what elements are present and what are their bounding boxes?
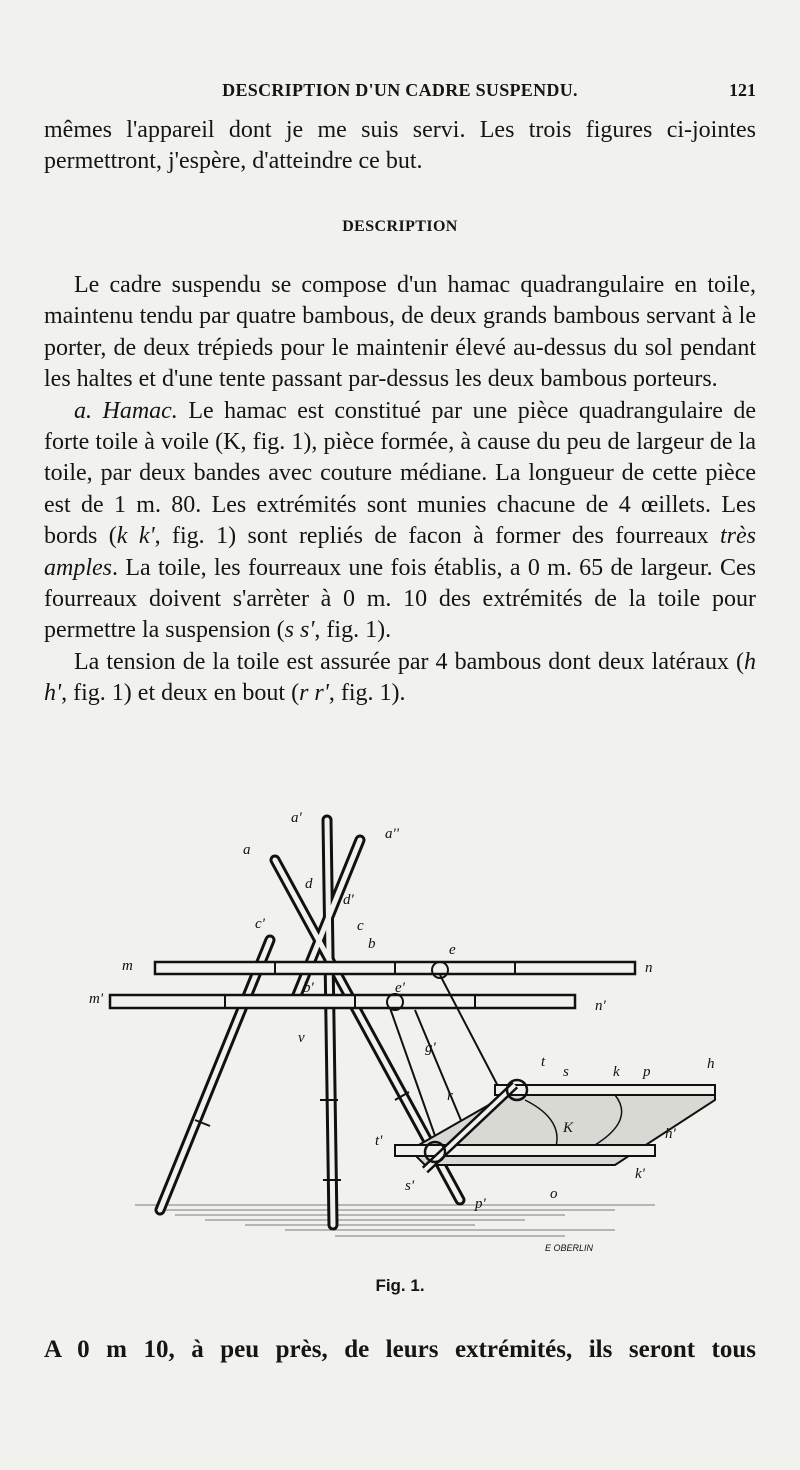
hammock [395, 1080, 715, 1170]
hamac-label: a. Hamac. [74, 397, 178, 424]
p3-text-1: La tension de la toile est assurée par 4 bambous dont deux latéraux ( [74, 648, 744, 675]
p2-ref-2: s s' [284, 617, 315, 644]
label-b-prime: b' [303, 980, 314, 996]
label-s: s [563, 1064, 569, 1080]
p2-text-4: , fig. 1). [314, 617, 392, 644]
p2-text-2: , fig. 1) sont repliés de facon à former des fourreaux [154, 523, 721, 550]
p2-text-3: . La toile, les fourreaux une fois établis, a 0 m. 65 de largeur. Ces fourreaux doivent s'arrèter à 0 m. 10 des extrémités de la toile pour permettre la suspension ( [44, 554, 756, 644]
label-b: b [368, 936, 376, 952]
description-body [44, 270, 756, 710]
description-paragraph-2 [44, 396, 756, 647]
running-title: DESCRIPTION D'UN CADRE SUSPENDU. [222, 80, 578, 100]
p2-text-1: Le hamac est constitué par une pièce quadrangulaire de forte toile à voile (K, fig. 1), pièce formée, à cause du peu de largeur de la toile, par deux bandes avec couture médiane. La longueur de cette pièce est de 1 m. 80. Les extrémités sont munies chacune de 4 œillets. Les bords ( [44, 397, 756, 550]
page-header [44, 80, 756, 106]
label-p-prime: p' [475, 1196, 486, 1212]
label-K: K [563, 1120, 574, 1136]
label-r: r [447, 1088, 453, 1104]
p3-text-2: , fig. 1) et deux en bout ( [61, 680, 300, 707]
figure-caption: Fig. 1. [375, 1276, 425, 1295]
carrying-bamboos [110, 962, 635, 1008]
label-k-prime: k' [635, 1166, 645, 1182]
suspended-frame-engraving [89, 800, 755, 1260]
label-p: p [643, 1064, 651, 1080]
p2-ref-1: k k' [116, 523, 155, 550]
label-d-prime: d' [343, 892, 354, 908]
label-c-prime: c' [255, 916, 265, 932]
label-m: m [122, 958, 133, 974]
description-paragraph-3 [44, 647, 756, 710]
label-m-prime: m' [89, 991, 104, 1007]
section-heading: DESCRIPTION [342, 218, 458, 235]
label-n: n [645, 960, 653, 976]
figure-illustration [89, 800, 755, 1260]
ground-hatching [135, 1205, 655, 1236]
p3-ref-2: r r' [299, 680, 329, 707]
label-d: d [305, 876, 313, 892]
label-a-prime: a' [291, 810, 302, 826]
label-a-dprime: a'' [385, 826, 399, 842]
p3-text-3: , fig. 1). [328, 680, 406, 707]
label-c: c [357, 918, 364, 934]
label-s-prime: s' [405, 1178, 415, 1194]
label-o: o [550, 1186, 558, 1202]
label-h: h [707, 1056, 715, 1072]
label-a: a [243, 842, 251, 858]
p2-emphasis: très amples [44, 523, 757, 581]
page-number: 121 [729, 80, 756, 100]
label-v: v [298, 1030, 305, 1046]
intro-paragraph [44, 115, 756, 178]
label-t: t [541, 1054, 546, 1070]
description-paragraph-1: Le cadre suspendu se compose d'un hamac quadrangulaire en toile, maintenu tendu par quatre bambous, de deux grands bambous servant à le porter, de deux trépieds pour le maintenir élevé au-dessus du sol pendant les haltes et d'une tente passant par-dessus les deux bambous porteurs. [44, 272, 756, 393]
label-e-prime: e' [395, 980, 405, 996]
label-k: k [613, 1064, 620, 1080]
engraver-signature: E OBERLIN [545, 1243, 594, 1253]
last-line: A 0 m 10, à peu près, de leurs extrémités, ils seront tous [44, 1336, 756, 1363]
label-e: e [449, 942, 456, 958]
label-n-prime: n' [595, 998, 606, 1014]
label-g-prime: g' [425, 1040, 436, 1056]
p3-ref-1: h h' [44, 648, 756, 707]
label-t-prime: t' [375, 1133, 383, 1149]
intro-text: mêmes l'appareil dont je me suis servi. Les trois figures ci-jointes permettront, j'espère, d'atteindre ce but. [44, 117, 756, 175]
label-h-prime: h' [665, 1126, 676, 1142]
